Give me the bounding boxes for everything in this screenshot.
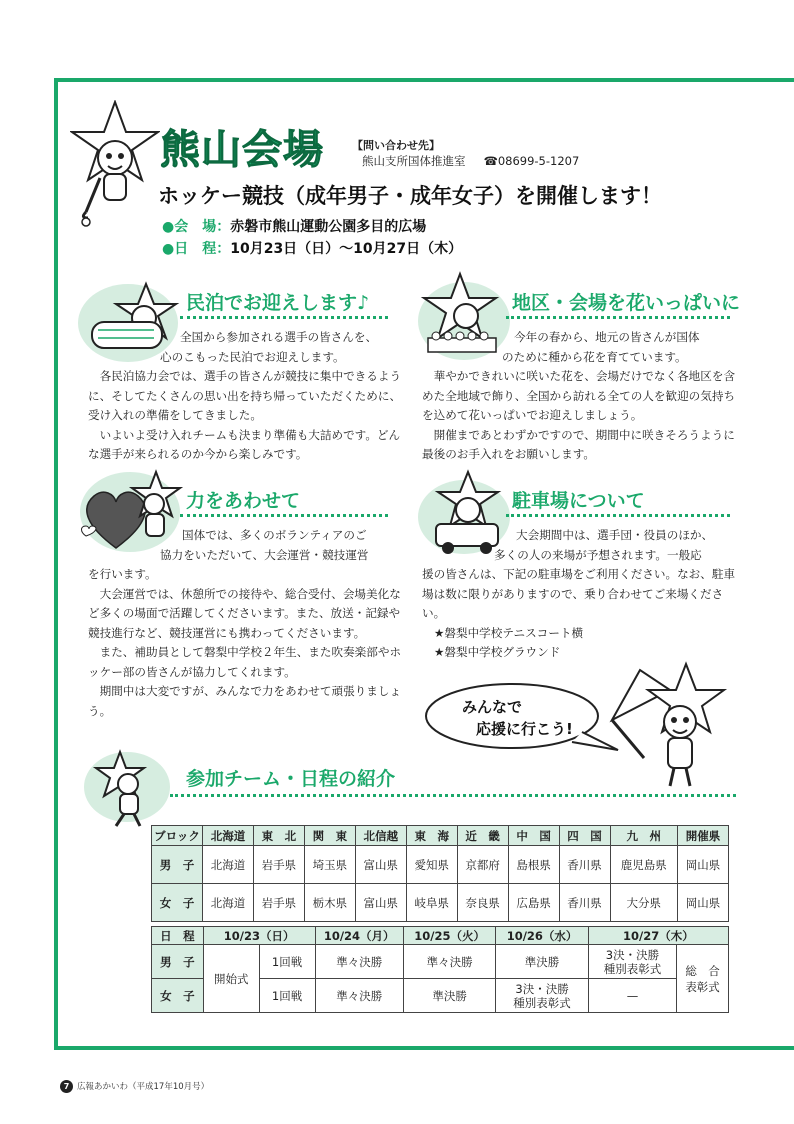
venue-label: ●会 場： [162, 219, 231, 235]
parking-dotline [506, 514, 730, 517]
team-men-cell: 岩手県 [253, 846, 304, 884]
team-men-label: 男 子 [152, 846, 203, 884]
sched-closing: 総 合 表彰式 [677, 945, 729, 1013]
schedule-table [151, 926, 729, 1013]
team-men-cell: 愛知県 [406, 846, 457, 884]
lodging-p1: 全国から参加される選手の皆さんを、 [180, 330, 378, 344]
sched-women-d2: 準々決勝 [315, 979, 403, 1013]
team-th-shikoku: 四 国 [559, 826, 610, 846]
teams-heading: 参加チーム・日程の紹介 [186, 768, 396, 790]
team-men-cell: 北海道 [203, 846, 254, 884]
sched-women-label: 女 子 [152, 979, 204, 1013]
bubble-line-2: 応援に行こう! [476, 720, 573, 738]
team-men-cell: 鹿児島県 [610, 846, 677, 884]
teams-dotline [170, 794, 736, 797]
team-women-cell: 北海道 [203, 884, 254, 922]
team-men-cell: 埼玉県 [304, 846, 355, 884]
team-women-cell: 栃木県 [304, 884, 355, 922]
team-th-tohoku: 東 北 [253, 826, 304, 846]
together-heading: 力をあわせて [186, 490, 301, 512]
team-th-kinki: 近 畿 [457, 826, 508, 846]
sched-men-label: 男 子 [152, 945, 204, 979]
sched-women-d3: 準決勝 [403, 979, 495, 1013]
lodging-heading: 民泊でお迎えします♪ [186, 292, 370, 314]
schedule-label: ●日 程： [162, 241, 231, 257]
team-women-cell: 岩手県 [253, 884, 304, 922]
sched-women-d5: — [588, 979, 676, 1013]
sched-th-d3: 10/25（火） [403, 927, 495, 945]
together-p5: また、補助員として磐梨中学校２年生、また吹奏楽部やホッケー部の皆さんが協力してくれます。 [88, 645, 402, 679]
flowers-p3: 華やかできれいに咲いた花を、会場だけでなく各地区を含めた全地域で飾り、全国から訪れる全ての人を歓迎の気持ちを込めて花いっぱいでお迎えしましょう。 [422, 369, 736, 422]
sched-th-d5: 10/27（木） [588, 927, 728, 945]
schedule-value: 10月23日（日）～10月27日（木） [230, 241, 463, 257]
subtitle: ホッケー競技（成年男子・成年女子）を開催します！ [158, 184, 662, 208]
contact-office: 熊山支所国体推進室 [362, 154, 466, 168]
lodging-p4: いよいよ受け入れチームも決まり準備も大詰めです。どんな選手が来られるのか今から楽しみです。 [88, 427, 401, 461]
team-th-kyushu: 九 州 [610, 826, 677, 846]
together-p1: 国体では、多くのボランティアのご [182, 528, 367, 542]
sched-women-d4: 3決・決勝 種別表彰式 [496, 979, 588, 1013]
team-men-cell: 富山県 [355, 846, 406, 884]
team-th-host: 開催県 [677, 826, 728, 846]
schedule-line [162, 238, 462, 258]
team-table [151, 825, 729, 922]
venue-line [162, 216, 426, 236]
team-men-cell: 香川県 [559, 846, 610, 884]
page-title: 熊山会場 [160, 127, 324, 173]
sched-th-d1: 10/23（日） [203, 927, 315, 945]
team-men-cell: 島根県 [508, 846, 559, 884]
parking-lot-1: ★磐梨中学校テニスコート横 [434, 625, 584, 640]
flowers-dotline [506, 316, 730, 319]
team-women-cell: 大分県 [610, 884, 677, 922]
contact-label: 【問い合わせ先】 [352, 139, 440, 152]
sched-men-d1: 1回戦 [259, 945, 315, 979]
team-th-chugoku: 中 国 [508, 826, 559, 846]
team-men-cell: 京都府 [457, 846, 508, 884]
flowers-heading: 地区・会場を花いっぱいに [512, 292, 741, 314]
parking-heading: 駐車場について [512, 490, 645, 512]
running-mascot-icon [92, 748, 172, 828]
flag-mascot-icon [600, 660, 730, 790]
team-th-hokushinetsu: 北信越 [355, 826, 406, 846]
together-p2: 協力をいただいて、大会運営・競技運営 [160, 547, 369, 562]
together-p6: 期間中は大変ですが、みんなで力をあわせて頑張りましょう。 [88, 684, 402, 718]
flowers-p4: 開催まであとわずかですので、期間中に咲きそろうように最後のお手入れをお願いします。 [422, 427, 735, 461]
lodging-p3: 各民泊協力会では、選手の皆さんが競技に集中できるように、そしてたくさんの思い出を持ち帰っていただくために、受け入れの準備をしてきました。 [88, 369, 402, 422]
team-women-cell: 岡山県 [677, 884, 728, 922]
team-th-block: ブロック [152, 826, 203, 846]
bubble-line-1: みんなで [462, 698, 523, 716]
together-p3: を行います。 [88, 567, 157, 581]
footer [60, 1080, 209, 1093]
team-women-cell: 香川県 [559, 884, 610, 922]
flowers-text [422, 328, 742, 465]
contact-phone: ☎08699-5-1207 [483, 154, 580, 168]
parking-p3: 援の皆さんは、下記の駐車場をご利用ください。なお、駐車場は数に限りがありますので、乗り合わせてご来場ください。 [422, 567, 736, 620]
footer-text: 広報あかいわ（平成17年10月号） [77, 1082, 210, 1092]
team-women-cell: 岐阜県 [406, 884, 457, 922]
sched-th-d2: 10/24（月） [315, 927, 403, 945]
team-women-cell: 広島県 [508, 884, 559, 922]
sched-men-d3: 準々決勝 [403, 945, 495, 979]
lodging-dotline [180, 316, 388, 319]
lodging-p2: 心のこもった民泊でお迎えします。 [160, 349, 345, 364]
parking-lot-2: ★磐梨中学校グラウンド [434, 645, 561, 659]
table-row [152, 945, 729, 979]
team-th-hokkaido: 北海道 [203, 826, 254, 846]
team-women-cell: 奈良県 [457, 884, 508, 922]
team-women-label: 女 子 [152, 884, 203, 922]
sched-opening: 開始式 [203, 945, 259, 1013]
team-women-cell: 富山県 [355, 884, 406, 922]
team-th-kanto: 関 東 [304, 826, 355, 846]
contact-line [362, 153, 579, 169]
parking-text [422, 526, 742, 663]
venue-value: 赤磐市熊山運動公園多目的広場 [230, 219, 427, 235]
sched-men-d4: 準決勝 [496, 945, 588, 979]
together-text [88, 526, 406, 721]
mascot-hockey-icon [70, 100, 160, 230]
sched-women-d1: 1回戦 [259, 979, 315, 1013]
sched-men-d2: 準々決勝 [315, 945, 403, 979]
together-p4: 大会運営では、休憩所での接待や、総合受付、会場美化など多くの場面で活躍してくださいます。また、放送・記録や競技進行など、競技運営にも携わってくださいます。 [88, 586, 401, 640]
table-row [152, 846, 729, 884]
flowers-p2: のために種から花を育てています。 [502, 349, 687, 364]
sched-men-d5: 3決・決勝 種別表彰式 [588, 945, 676, 979]
parking-p2: 多くの人の来場が予想されます。一般応 [494, 547, 702, 562]
page-number: 7 [60, 1080, 73, 1093]
table-row [152, 884, 729, 922]
lodging-text [88, 328, 408, 465]
sched-th-label: 日 程 [152, 927, 204, 945]
parking-p1: 大会期間中は、選手団・役員のほか、 [516, 528, 714, 542]
team-men-cell: 岡山県 [677, 846, 728, 884]
sched-th-d4: 10/26（水） [496, 927, 588, 945]
together-dotline [180, 514, 388, 517]
flowers-p1: 今年の春から、地元の皆さんが国体 [514, 330, 700, 344]
team-th-tokai: 東 海 [406, 826, 457, 846]
